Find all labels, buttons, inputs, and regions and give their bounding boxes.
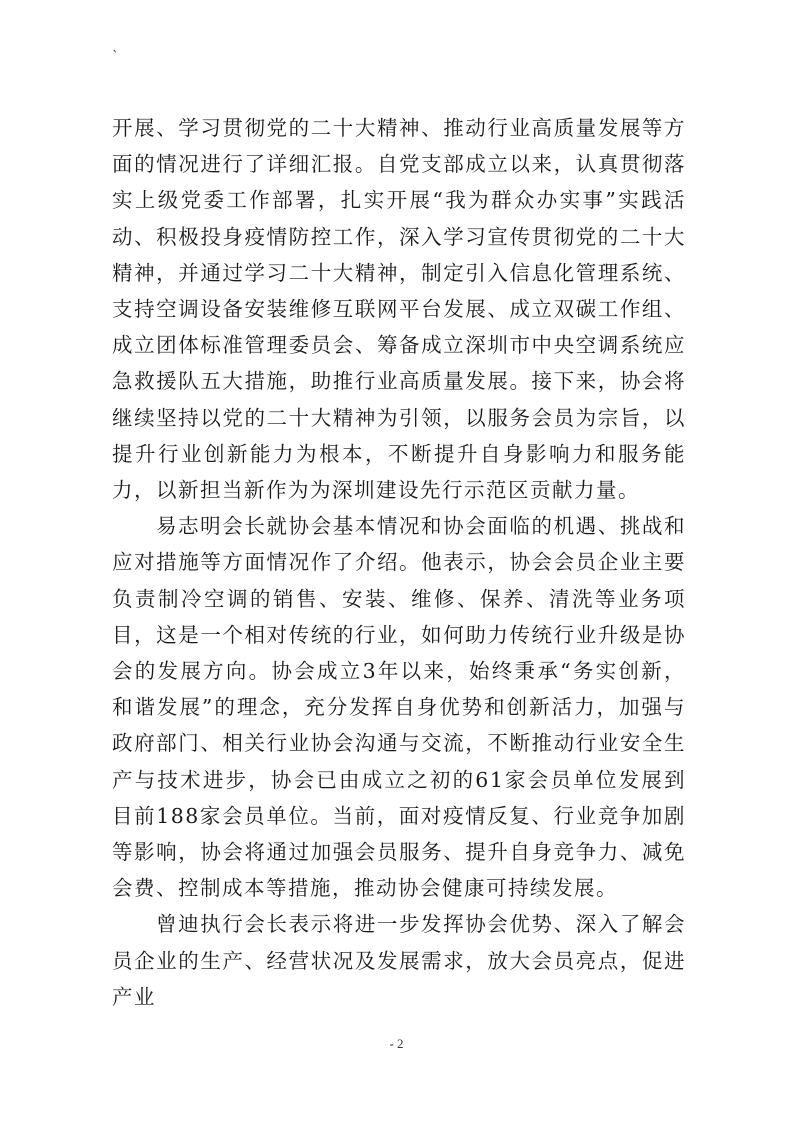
stray-mark: ` — [112, 49, 119, 65]
document-body — [112, 110, 686, 1015]
paragraph-3: 曾迪执行会长表示将进一步发挥协会优势、深入了解会员企业的生产、经营状况及发展需求，放大会员亮点，促进产业 — [112, 912, 686, 1009]
page-number: - 2 — [389, 1036, 404, 1051]
paragraph-2: 易志明会长就协会基本情况和协会面临的机遇、挑战和应对措施等方面情况作了介绍。他表示，协会会员企业主要负责制冷空调的销售、安装、维修、保养、清洗等业务项目，这是一个相对传统的行业，如何助力传统行业升级是协会的发展方向。协会成立3年以来，始终秉承“务实创新，和谐发展”的理念，充分发挥自身优势和创新活力，加强与政府部门、相关行业协会沟通与交流，不断推动行业安全生产与技术进步，协会已由成立之初的61家会员单位发展到目前188家会员单位。当前，面对疫情反复、行业竞争加剧等影响，协会将通过加强会员服务、提升自身竞争力、减免会费、控制成本等措施，推动协会健康可持续发展。 — [112, 514, 686, 901]
paragraph-1: 开展、学习贯彻党的二十大精神、推动行业高质量发展等方面的情况进行了详细汇报。自党支部成立以来，认真贯彻落实上级党委工作部署，扎实开展“我为群众办实事”实践活动、积极投身疫情防控工作，深入学习宣传贯彻党的二十大精神，并通过学习二十大精神，制定引入信息化管理系统、支持空调设备安装维修互联网平台发展、成立双碳工作组、成立团体标准管理委员会、筹备成立深圳市中央空调系统应急救援队五大措施，助推行业高质量发展。接下来，协会将继续坚持以党的二十大精神为引领，以服务会员为宗旨，以提升行业创新能力为根本，不断提升自身影响力和服务能力，以新担当新作为为深圳建设先行示范区贡献力量。 — [112, 116, 686, 503]
